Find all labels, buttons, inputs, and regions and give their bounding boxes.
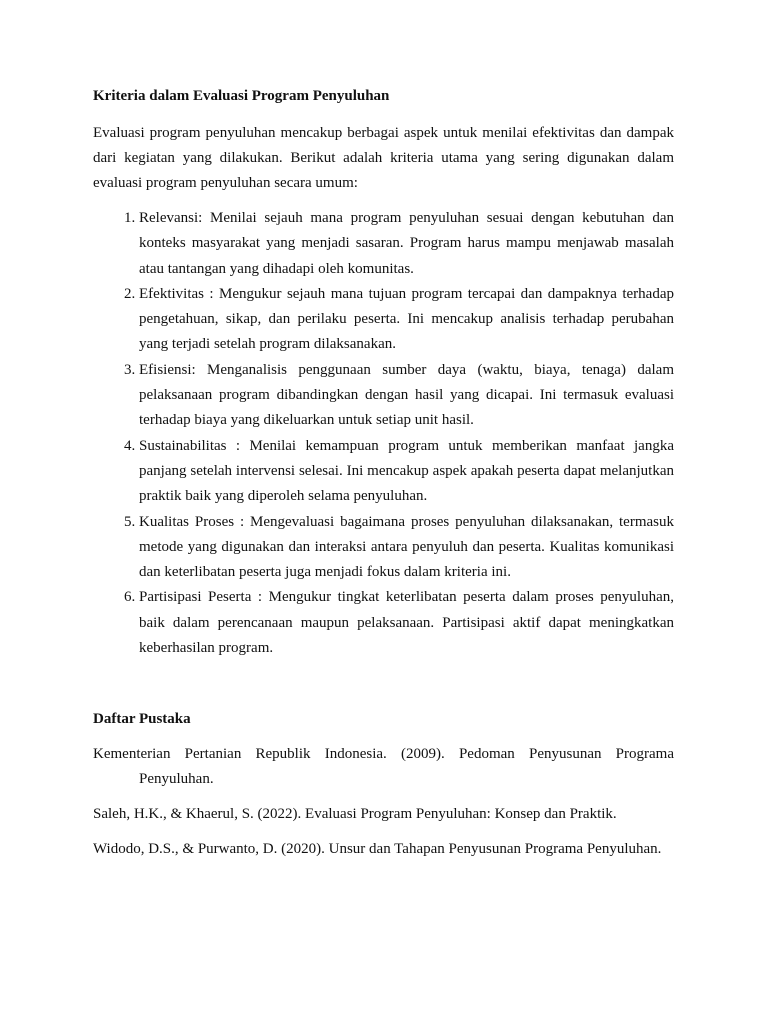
criteria-list [93,206,674,661]
document-page [93,86,674,862]
criteria-item-kualitas-proses: 5. Kualitas Proses : Mengevaluasi bagaimana proses penyuluhan dilaksanakan, termasuk metode yang digunakan dan interaksi antara penyuluh dan peserta. Kualitas komunikasi dan keterlibatan peserta juga menjadi fokus dalam kriteria ini. [139,510,674,586]
criteria-item-efisiensi: 3. Efisiensi: Menganalisis penggunaan sumber daya (waktu, biaya, tenaga) dalam pelaksanaan program dibandingkan dengan hasil yang dicapai. Ini termasuk evaluasi terhadap biaya yang dikeluarkan untuk setiap unit hasil. [139,358,674,434]
references-title: Daftar Pustaka [93,711,191,728]
criteria-item-partisipasi: 6. Partisipasi Peserta : Mengukur tingkat keterlibatan peserta dalam proses penyuluhan, baik dalam perencanaan maupun pelaksanaan. Partisipasi aktif dapat meningkatkan keberhasilan program. [139,585,674,661]
criteria-item-sustainabilitas: 4. Sustainabilitas : Menilai kemampuan program untuk memberikan manfaat jangka panjang setelah intervensi selesai. Ini mencakup aspek apakah peserta dapat melanjutkan praktik baik yang diperoleh selama penyuluhan. [139,434,674,510]
section-spacer [93,661,674,709]
intro-paragraph: Evaluasi program penyuluhan mencakup berbagai aspek untuk menilai efektivitas dan dampak dari kegiatan yang dilakukan. Berikut adalah kriteria utama yang sering digunakan dalam evaluasi program penyuluhan secara umum: [93,125,674,191]
criteria-item-relevansi: 1. Relevansi: Menilai sejauh mana program penyuluhan sesuai dengan kebutuhan dan konteks masyarakat yang menjadi sasaran. Program harus mampu menjawab masalah atau tantangan yang dihadapi oleh komunitas. [139,206,674,282]
criteria-item-efektivitas: 2. Efektivitas : Mengukur sejauh mana tujuan program tercapai dan dampaknya terhadap pengetahuan, sikap, dan perilaku peserta. Ini mencakup analisis terhadap perubahan yang terjadi setelah program dilaksanakan. [139,282,674,358]
section-title: Kriteria dalam Evaluasi Program Penyuluhan [93,88,390,104]
reference-entry: Widodo, D.S., & Purwanto, D. (2020). Unsur dan Tahapan Penyusunan Programa Penyuluhan. [93,841,662,858]
reference-entry: Kementerian Pertanian Republik Indonesia. (2009). Pedoman Penyusunan Programa Penyuluhan. [93,746,674,788]
reference-entry: Saleh, H.K., & Khaerul, S. (2022). Evaluasi Program Penyuluhan: Konsep dan Praktik. [93,806,617,823]
